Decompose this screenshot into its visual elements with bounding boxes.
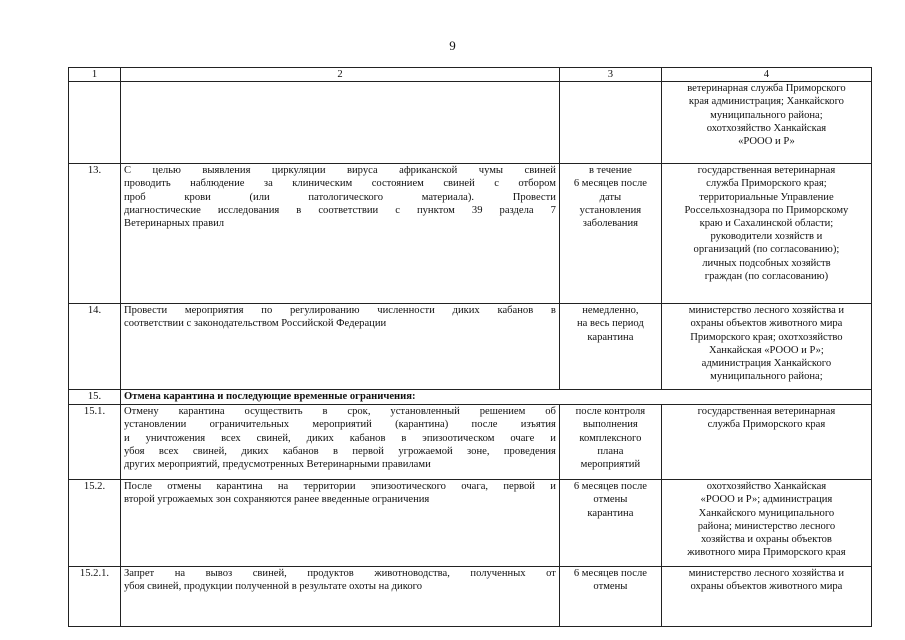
cell-text-line: других мероприятий, предусмотренных Ветеринарными правилами: [124, 459, 431, 471]
cell-text-line: краю и Сахалинской области;: [699, 218, 834, 230]
cell-text-line: диагностические исследования в соответствии с пунктом 39 раздела 7: [124, 204, 556, 216]
measures-table: [68, 67, 872, 627]
cell-text-line: 6 месяцев после: [573, 178, 647, 190]
cell-text-line: «РООО и Р»: [738, 136, 795, 148]
cell-text-line: установления: [579, 204, 642, 216]
item-number: 15.2.: [69, 480, 121, 567]
cell-text-line: хозяйства и охраны объектов: [700, 534, 832, 546]
cell-text-line: Ветеринарных правил: [124, 218, 225, 230]
cell-text-line: района; министерство лесного: [697, 520, 836, 532]
responsible-cell: [661, 480, 871, 567]
item-number: 14.: [69, 304, 121, 390]
action-cell: [121, 567, 560, 627]
column-header: 3: [559, 68, 661, 82]
section-heading: Отмена карантина и последующие временные ограничения:: [121, 390, 872, 405]
cell-text-line: Провести мероприятия по регулированию численности диких кабанов в: [124, 305, 556, 317]
cell-text-line: охраны объектов животного мира: [690, 581, 843, 593]
item-number: 13.: [69, 164, 121, 304]
term-cell: [559, 82, 661, 164]
cell-text-line: комплексного: [579, 432, 642, 444]
cell-text-line: плана: [597, 445, 624, 457]
action-cell: [121, 405, 560, 480]
cell-text-line: проб крови (или патологического материала). Провести: [124, 191, 556, 203]
action-cell: [121, 304, 560, 390]
cell-text-line: охраны объектов животного мира: [690, 318, 843, 330]
cell-text-line: отмены: [593, 581, 628, 593]
table-row: [69, 480, 872, 567]
cell-text-line: ветеринарная служба Приморского: [687, 83, 846, 95]
cell-text-line: установлении ограничительных мероприятий (карантина) после изъятия: [124, 419, 556, 431]
responsible-cell: [661, 82, 871, 164]
column-header: 2: [121, 68, 560, 82]
item-number: 15.1.: [69, 405, 121, 480]
cell-text-line: руководители хозяйств и: [710, 231, 823, 243]
cell-text-line: С целью выявления циркуляции вируса африканской чумы свиней: [124, 165, 556, 177]
cell-text-line: охотхозяйство Ханкайская: [706, 481, 827, 493]
responsible-cell: [661, 405, 871, 480]
cell-text-line: даты: [599, 191, 622, 203]
cell-text-line: немедленно,: [582, 305, 639, 317]
table-row: [69, 164, 872, 304]
responsible-cell: [661, 567, 871, 627]
cell-text-line: личных подсобных хозяйств: [702, 257, 831, 269]
table-row: [69, 304, 872, 390]
term-cell: [559, 405, 661, 480]
cell-text-line: карантина: [587, 507, 634, 519]
cell-text-line: проводить наблюдение за клиническим состоянием свиней с отбором: [124, 178, 556, 190]
cell-text-line: министерство лесного хозяйства и: [688, 568, 845, 580]
cell-text-line: второй угрожаемых зон сохраняются ранее введенные ограничения: [124, 494, 430, 506]
responsible-cell: [661, 164, 871, 304]
cell-text-line: животного мира Приморского края: [687, 547, 846, 559]
cell-text-line: Ханкайская «РООО и Р»;: [708, 344, 824, 356]
cell-text-line: Приморского края; охотхозяйство: [690, 331, 843, 343]
cell-text-line: служба Приморского края: [707, 419, 826, 431]
cell-text-line: администрация Ханкайского: [701, 358, 832, 370]
cell-text-line: в течение: [589, 165, 632, 177]
cell-text-line: охотхозяйство Ханкайская: [706, 122, 827, 134]
cell-text-line: Россельхознадзора по Приморскому: [684, 204, 849, 216]
cell-text-line: государственная ветеринарная: [697, 165, 836, 177]
cell-text-line: отмены: [593, 494, 628, 506]
cell-text-line: мероприятий: [580, 459, 641, 471]
cell-text-line: служба Приморского края;: [706, 178, 827, 190]
item-number: [69, 82, 121, 164]
column-header: 4: [661, 68, 871, 82]
cell-text-line: государственная ветеринарная: [697, 406, 836, 418]
cell-text-line: 6 месяцев после: [573, 568, 647, 580]
cell-text-line: министерство лесного хозяйства и: [688, 305, 845, 317]
term-cell: [559, 480, 661, 567]
cell-text-line: выполнения: [582, 419, 638, 431]
page-number: 9: [449, 38, 456, 53]
cell-text-line: Запрет на вывоз свиней, продуктов животноводства, полученных от: [124, 568, 556, 580]
cell-text-line: после контроля: [575, 406, 646, 418]
cell-text-line: территориальные Управление: [699, 191, 834, 203]
item-number: 15.: [69, 390, 121, 405]
responsible-cell: [661, 304, 871, 390]
action-cell: [121, 164, 560, 304]
action-cell: [121, 82, 560, 164]
cell-text-line: и уничтожения всех свиней, диких кабанов в эпизоотическом очаге и: [124, 432, 556, 444]
cell-text-line: заболевания: [582, 218, 638, 230]
cell-text-line: убоя всех свиней, диких кабанов в первой угрожаемой зоне, проведения: [124, 445, 556, 457]
cell-text-line: После отмены карантина на территории эпизоотического очага, первой и: [124, 481, 556, 493]
cell-text-line: соответствии с законодательством Российской Федерации: [124, 318, 387, 330]
cell-text-line: муниципального района;: [710, 371, 823, 383]
table-row: [69, 82, 872, 164]
term-cell: [559, 164, 661, 304]
table-row: [69, 390, 872, 405]
cell-text-line: организаций (по согласованию);: [693, 244, 840, 256]
table-row: [69, 405, 872, 480]
table-row: [69, 567, 872, 627]
action-cell: [121, 480, 560, 567]
cell-text-line: «РООО и Р»; администрация: [700, 494, 833, 506]
term-cell: [559, 567, 661, 627]
cell-text-line: карантина: [587, 331, 634, 343]
cell-text-line: граждан (по согласованию): [704, 270, 829, 282]
item-number: 15.2.1.: [69, 567, 121, 627]
cell-text-line: убоя свиней, продукции полученной в результате охоты на дикого: [124, 581, 423, 593]
cell-text-line: края администрация; Ханкайского: [688, 96, 844, 108]
cell-text-line: 6 месяцев после: [573, 481, 647, 493]
column-header: 1: [69, 68, 121, 82]
table-header-row: [69, 68, 872, 82]
cell-text-line: на весь период: [576, 318, 644, 330]
cell-text-line: Отмену карантина осуществить в срок, установленный решением об: [124, 406, 556, 418]
cell-text-line: Ханкайского муниципального: [698, 507, 835, 519]
cell-text-line: муниципального района;: [710, 109, 823, 121]
term-cell: [559, 304, 661, 390]
